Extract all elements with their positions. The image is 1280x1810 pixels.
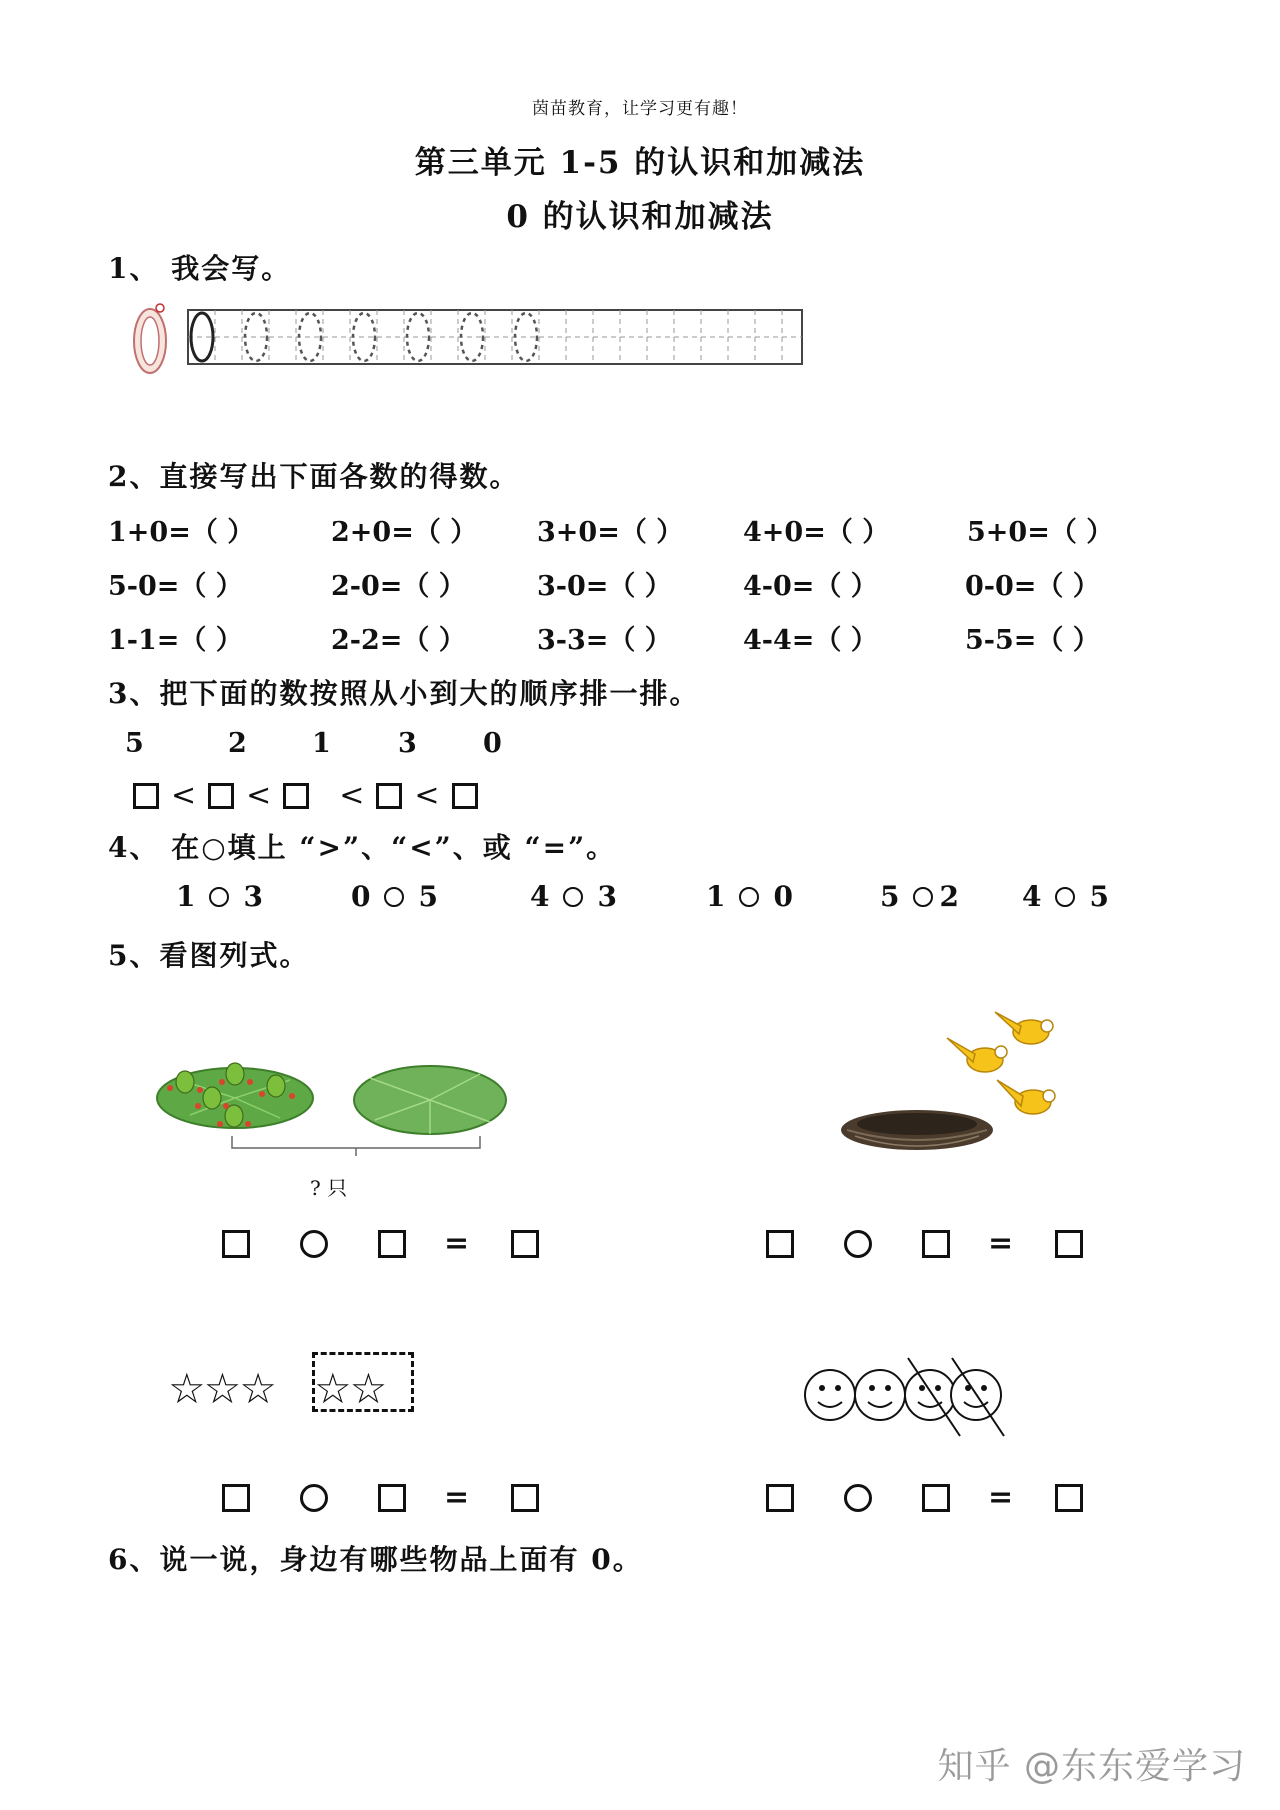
equals-sign: = xyxy=(988,1226,1014,1261)
q4-pair-4 xyxy=(706,880,793,913)
answer-box[interactable] xyxy=(378,1484,406,1512)
compare-circle[interactable] xyxy=(209,887,229,907)
q2-r1-c5: 5+0=（ ） xyxy=(967,517,1114,548)
q4-right-number: 3 xyxy=(243,880,263,913)
flying-bird xyxy=(997,1080,1055,1114)
stars-outside: ☆☆☆ xyxy=(168,1364,275,1413)
answer-box[interactable] xyxy=(766,1484,794,1512)
q3-number-5: 0 xyxy=(483,728,502,759)
lily-pad-with-frogs xyxy=(157,1063,313,1128)
q3-ordering-row xyxy=(133,778,478,813)
answer-box[interactable] xyxy=(922,1230,950,1258)
q3-title: 3、把下面的数按照从小到大的顺序排一排。 xyxy=(108,677,700,710)
q3-number-1: 5 xyxy=(125,728,144,759)
q4-left-number: 5 xyxy=(880,880,900,913)
equals-sign: = xyxy=(444,1226,470,1261)
empty-lily-pad xyxy=(354,1066,506,1134)
answer-box[interactable] xyxy=(222,1230,250,1258)
operator-circle[interactable] xyxy=(844,1484,872,1512)
page-title: 第三单元 1-5 的认识和加减法 xyxy=(414,145,866,181)
answer-box[interactable] xyxy=(378,1230,406,1258)
q4-right-number: 2 xyxy=(939,880,959,913)
q2-r2-c4: 4-0=（ ） xyxy=(743,571,878,602)
q4-title: 4、 在○填上 “>”、“<”、或 “=”。 xyxy=(108,831,617,864)
q2-r2-c2: 2-0=（ ） xyxy=(331,571,466,602)
q4-left-number: 1 xyxy=(176,880,196,913)
stars-boxed: ☆☆ xyxy=(314,1364,386,1413)
q4-left-number: 4 xyxy=(1022,880,1042,913)
equals-sign: = xyxy=(988,1480,1014,1515)
q2-r3-c5: 5-5=（ ） xyxy=(965,625,1100,656)
q4-pair-2 xyxy=(351,880,438,913)
q2-r1-c3: 3+0=（ ） xyxy=(537,517,684,548)
answer-box[interactable] xyxy=(452,783,478,809)
answer-box[interactable] xyxy=(766,1230,794,1258)
q4-right-number: 3 xyxy=(597,880,617,913)
operator-circle[interactable] xyxy=(844,1230,872,1258)
q3-number-2: 2 xyxy=(228,728,247,759)
model-zero xyxy=(134,304,166,373)
q2-r1-c1: 1+0=（ ） xyxy=(108,517,255,548)
q4-pair-6 xyxy=(1022,880,1109,913)
answer-box[interactable] xyxy=(208,783,234,809)
compare-circle[interactable] xyxy=(739,887,759,907)
q4-right-number: 5 xyxy=(418,880,438,913)
q3-number-3: 1 xyxy=(312,728,331,759)
less-than-sign: < xyxy=(414,778,440,813)
q2-r3-c1: 1-1=（ ） xyxy=(108,625,243,656)
q4-left-number: 0 xyxy=(351,880,371,913)
nest xyxy=(841,1110,993,1150)
flying-bird xyxy=(947,1038,1007,1072)
bracket-caption: ? 只 xyxy=(310,1176,348,1200)
answer-box[interactable] xyxy=(922,1484,950,1512)
q2-r1-c2: 2+0=（ ） xyxy=(331,517,478,548)
answer-box[interactable] xyxy=(1055,1230,1083,1258)
smiley-face-icon xyxy=(855,1370,905,1420)
answer-box[interactable] xyxy=(511,1484,539,1512)
smiley-faces-picture xyxy=(800,1350,1010,1440)
q4-left-number: 1 xyxy=(706,880,726,913)
smiley-face-icon xyxy=(905,1370,955,1420)
birds-nest-picture xyxy=(835,1010,1075,1160)
answer-box[interactable] xyxy=(133,783,159,809)
q2-r1-c4: 4+0=（ ） xyxy=(743,517,890,548)
compare-circle[interactable] xyxy=(1055,887,1075,907)
q5-formula-1 xyxy=(222,1226,539,1261)
q4-left-number: 4 xyxy=(530,880,550,913)
q5-formula-2 xyxy=(766,1226,1083,1261)
q2-title: 2、直接写出下面各数的得数。 xyxy=(108,460,520,493)
writing-grid xyxy=(128,296,808,376)
q6-title: 6、说一说，身边有哪些物品上面有 0。 xyxy=(108,1543,643,1576)
frogs-lily-pads-picture xyxy=(150,1060,510,1170)
q2-r2-c3: 3-0=（ ） xyxy=(537,571,672,602)
equals-sign: = xyxy=(444,1480,470,1515)
less-than-sign: < xyxy=(246,778,272,813)
answer-box[interactable] xyxy=(511,1230,539,1258)
q2-r2-c1: 5-0=（ ） xyxy=(108,571,243,602)
q2-r2-c5: 0-0=（ ） xyxy=(965,571,1100,602)
header-note: 茵苗教育，让学习更有趣！ xyxy=(532,99,748,119)
q3-number-4: 3 xyxy=(398,728,417,759)
less-than-sign: < xyxy=(339,778,365,813)
q4-pair-3 xyxy=(530,880,617,913)
operator-circle[interactable] xyxy=(300,1230,328,1258)
q5-formula-4 xyxy=(766,1480,1083,1515)
page-subtitle: 0 的认识和加减法 xyxy=(506,199,774,235)
q4-right-number: 0 xyxy=(773,880,793,913)
q2-r3-c3: 3-3=（ ） xyxy=(537,625,672,656)
q2-r3-c2: 2-2=（ ） xyxy=(331,625,466,656)
q5-title: 5、看图列式。 xyxy=(108,939,310,972)
watermark: 知乎 @东东爱学习 xyxy=(937,1746,1246,1787)
q2-r3-c4: 4-4=（ ） xyxy=(743,625,878,656)
answer-box[interactable] xyxy=(222,1484,250,1512)
operator-circle[interactable] xyxy=(300,1484,328,1512)
bracket xyxy=(232,1136,480,1148)
q1-title: 1、 我会写。 xyxy=(108,252,292,285)
q4-pair-5 xyxy=(880,880,959,913)
compare-circle[interactable] xyxy=(563,887,583,907)
less-than-sign: < xyxy=(171,778,197,813)
q5-formula-3 xyxy=(222,1480,539,1515)
answer-box[interactable] xyxy=(376,783,402,809)
smiley-face-icon xyxy=(805,1370,855,1420)
compare-circle[interactable] xyxy=(913,887,933,907)
flying-bird xyxy=(995,1012,1053,1044)
q4-right-number: 5 xyxy=(1089,880,1109,913)
answer-box[interactable] xyxy=(1055,1484,1083,1512)
answer-box[interactable] xyxy=(283,783,309,809)
compare-circle[interactable] xyxy=(384,887,404,907)
q4-pair-1 xyxy=(176,880,263,913)
